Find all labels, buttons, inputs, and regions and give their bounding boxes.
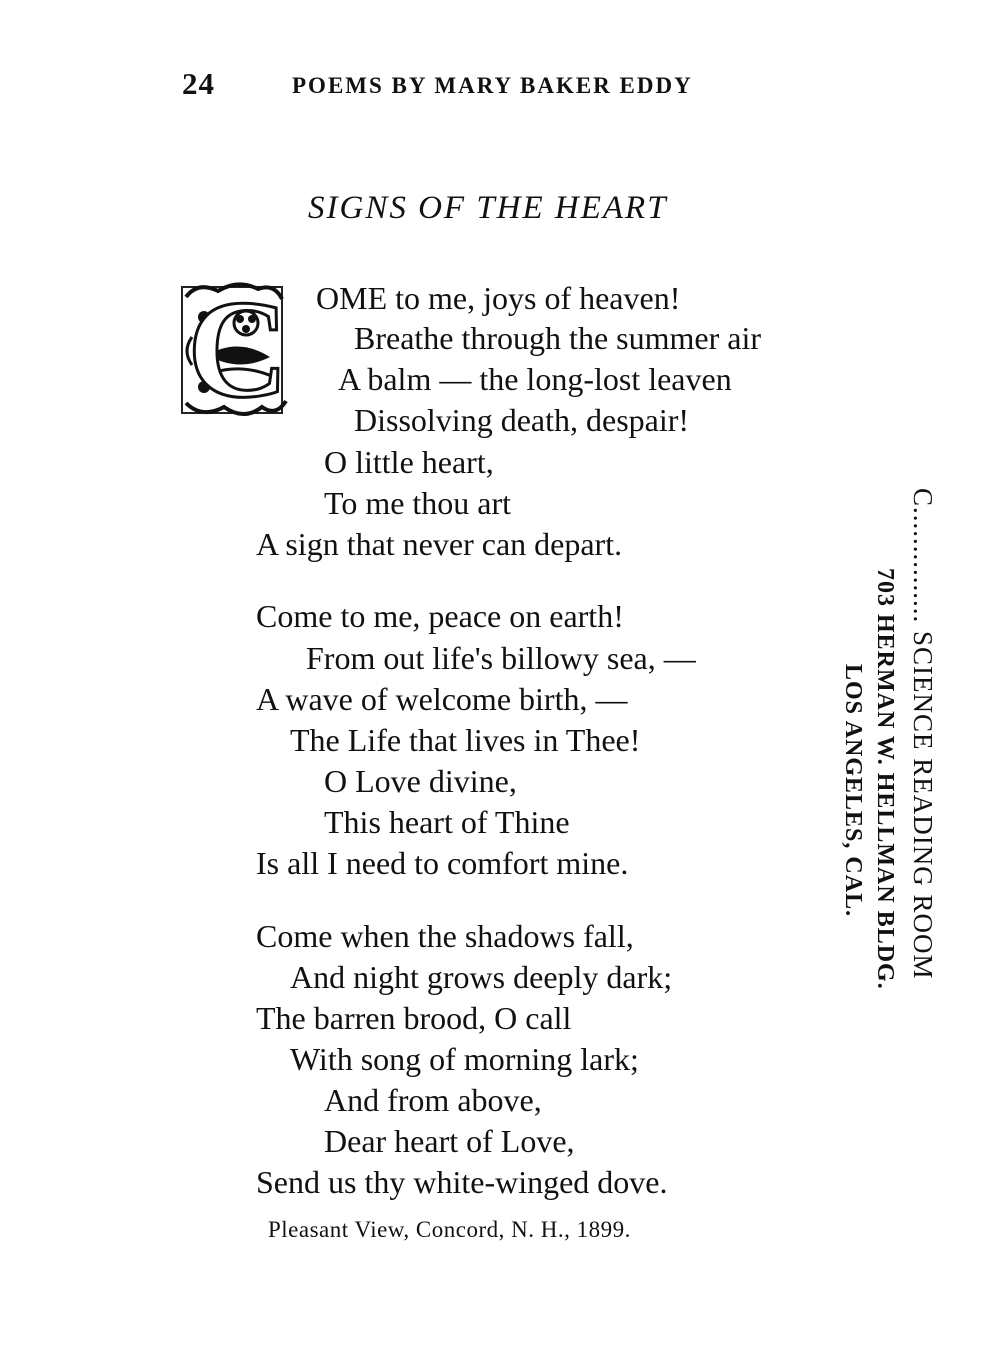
stamp-line-1: C............... SCIENCE READING ROOM xyxy=(908,488,938,980)
book-title: POEMS BY MARY BAKER EDDY xyxy=(292,73,693,98)
poem-line: With song of morning lark; xyxy=(290,1041,639,1077)
poem-line: O little heart, xyxy=(324,444,494,480)
poem-line: A sign that never can depart. xyxy=(256,526,623,562)
poem-line: A wave of welcome birth, — xyxy=(256,681,628,717)
poem-line: And night grows deeply dark; xyxy=(290,959,673,995)
poem-line: Is all I need to comfort mine. xyxy=(256,845,629,881)
poem-line: Breathe through the summer air xyxy=(354,320,761,356)
library-stamp xyxy=(834,488,938,1148)
poem-line: O Love divine, xyxy=(324,763,517,799)
poem-line: From out life's billowy sea, — xyxy=(306,640,696,676)
poem-line: A balm — the long-lost leaven xyxy=(338,361,732,397)
stamp-line-2: 703 HERMAN W. HELLMAN BLDG. xyxy=(872,568,898,990)
ornamental-drop-cap xyxy=(178,272,298,427)
poem-signature: Pleasant View, Concord, N. H., 1899. xyxy=(268,1217,631,1242)
stamp-line-3: LOS ANGELES, CAL. xyxy=(840,664,866,918)
poem-line: Send us thy white-winged dove. xyxy=(256,1164,668,1200)
poem-line: Dissolving death, despair! xyxy=(354,402,690,438)
poem-line: The barren brood, O call xyxy=(256,1000,572,1036)
poem-line: Dear heart of Love, xyxy=(324,1123,575,1159)
poem-line: The Life that lives in Thee! xyxy=(290,722,641,758)
poem-line: Come when the shadows fall, xyxy=(256,918,634,954)
poem-line: And from above, xyxy=(324,1082,542,1118)
page-number: 24 xyxy=(182,66,215,101)
poem-line: Come to me, peace on earth! xyxy=(256,598,624,634)
poem-line: OME to me, joys of heaven! xyxy=(316,280,681,316)
poem-title: SIGNS OF THE HEART xyxy=(308,190,668,226)
poem-line: To me thou art xyxy=(324,485,512,521)
drop-cap-letter: C xyxy=(187,272,289,427)
poem-line: This heart of Thine xyxy=(324,804,570,840)
